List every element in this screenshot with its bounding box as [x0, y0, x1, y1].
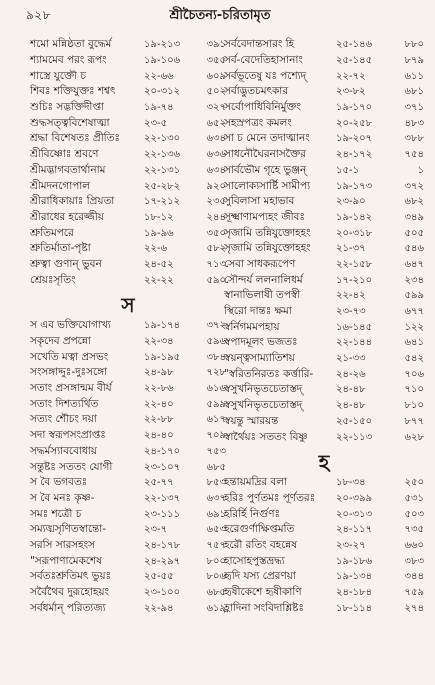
entry-reference: ১৬-১৪৫	[336, 321, 373, 333]
entry-verse: শুদ্ধসত্ত্ববিশেষাত্মা	[30, 116, 110, 129]
entry-page: ৭৫৩	[206, 445, 226, 457]
index-entry	[224, 399, 424, 415]
entry-reference: ১৯-১৭৩	[336, 180, 373, 192]
entry-page: ৮৭৯	[404, 55, 424, 67]
index-entry	[224, 226, 424, 242]
index-entry	[30, 382, 226, 398]
index-entry	[30, 116, 226, 132]
entry-page: ৬১৯	[206, 602, 226, 614]
entry-verse: স এব ভক্তিযোগাখ্য	[30, 319, 111, 332]
index-entry	[30, 69, 226, 85]
entry-reference: ২০-৩৯৯	[336, 492, 373, 504]
entry-page: ৫৯৬	[206, 336, 226, 348]
index-entry	[224, 211, 424, 227]
entry-verse: সংসঙ্গাদ্দুঃ-দুঃসঙ্গো	[30, 366, 108, 379]
right-entries-top	[224, 38, 424, 446]
entry-verse: স বৈ ভগবতঃ	[30, 476, 88, 489]
entry-reference: ২০-৩১৮	[336, 227, 373, 239]
entry-page: ৮০৬	[206, 571, 226, 583]
entry-verse: শ্রুতিমপরে	[30, 226, 74, 239]
index-entry	[224, 352, 424, 368]
entry-page: ১	[417, 164, 424, 176]
entry-reference: ২৪-২৯৭	[144, 555, 181, 567]
page-header	[0, 4, 435, 26]
entry-reference: ২২-৬৬	[144, 70, 174, 82]
index-entry	[224, 195, 424, 211]
index-entry	[30, 492, 226, 508]
entry-verse: শ্রীরাধিকায়াঃ প্রিয়তা	[30, 195, 115, 208]
entry-page: ৩৯১	[206, 39, 226, 51]
entry-verse: হন্তায়মদ্রির বলা	[224, 476, 287, 489]
entry-page: ৬৮৫	[206, 461, 226, 473]
entry-reference: ২০-৩১২	[144, 86, 181, 98]
entry-reference: ২২-৯৪	[144, 602, 174, 614]
entry-page: ৮৮০	[404, 39, 424, 51]
index-entry	[224, 320, 424, 336]
right-column	[224, 38, 424, 617]
entry-reference: ১৯-১৩৪	[336, 571, 373, 583]
entry-page: ২৩৫	[206, 196, 226, 208]
entry-verse: শমো মন্নিষ্ঠতা বুদ্ধের্ম	[30, 38, 112, 51]
entry-reference: ২৩-৫	[144, 117, 168, 129]
entry-verse: সূক্ষ্মাণামপ্যহং জীবঃ	[224, 210, 305, 223]
entry-reference: ১৯-১৭৪	[144, 320, 181, 332]
entry-verse: শ্রেয়ঃসৃতিং	[30, 273, 76, 286]
index-entry	[30, 85, 226, 101]
entry-page: ৫৮২	[206, 243, 226, 255]
entry-verse: হরৌ রতিং বহন্নেষ	[224, 538, 297, 551]
entry-verse: স্বর্নিগমমপহায়	[224, 320, 280, 333]
entry-verse: সর্ব-বেদেতিহাসানাং	[224, 54, 303, 67]
entry-reference: ১৫-১	[336, 164, 360, 176]
entry-reference: ২৪-১৭০	[144, 445, 181, 457]
entry-reference: ২২-১৩০	[144, 133, 181, 145]
entry-reference: ২৪-৪০	[144, 430, 174, 442]
entry-reference: ২৩-২৭	[336, 539, 366, 551]
entry-reference: ১৮-১২	[144, 211, 174, 223]
entry-page: ৬৭৭	[404, 306, 424, 318]
entry-page: ৩৮৪	[206, 351, 226, 363]
entry-page: ৫০৩	[404, 508, 424, 520]
entry-page: ৬১১	[404, 70, 424, 82]
entry-page: ৫৪২	[404, 353, 424, 365]
entry-reference: ২২-২২	[144, 274, 174, 286]
entry-page: ৭৫৭	[206, 539, 226, 551]
entry-reference: ১৮-৩৪	[336, 477, 366, 489]
index-entry	[30, 445, 226, 461]
entry-verse: সতাং প্রসঙ্গান্মম বীর্য	[30, 382, 112, 395]
entry-reference: ১৭-২১০	[336, 274, 373, 286]
entry-reference: ২৪-৪৮	[336, 384, 366, 396]
entry-verse: শুচিঃ সদ্ভক্তিদীপ্তা	[30, 101, 104, 114]
entry-page: ৬০৯	[206, 70, 226, 82]
index-entry	[224, 336, 424, 352]
entry-reference: ২২-১৩৬	[144, 149, 181, 161]
index-entry	[30, 413, 226, 429]
index-entry	[30, 460, 226, 476]
page-title: শ্রীচৈতন্য-চরিতামৃত	[169, 8, 271, 23]
entry-reference: ১৭-২১২	[144, 196, 181, 208]
entry-page: ৭১০	[404, 384, 424, 396]
index-entry	[224, 507, 424, 523]
entry-verse: স্বসুখনিভৃতচেতাস্তদ্	[224, 383, 303, 396]
left-entries-top	[30, 38, 226, 289]
entry-verse: সৃজামি তন্নিযুক্তোহহং	[224, 242, 311, 255]
entry-reference: ১৯-৯৬	[144, 227, 174, 239]
index-entry	[224, 38, 424, 54]
entry-verse: শ্রীমদনগোপাল	[30, 179, 91, 192]
entry-reference: ১৯-১৭০	[336, 102, 373, 114]
entry-reference: ২২-৮৮	[144, 414, 174, 426]
index-entry	[224, 383, 424, 399]
entry-verse: হরেগুর্ণাক্ষিপ্তমতি	[224, 523, 295, 536]
index-entry	[224, 101, 424, 117]
entry-verse: সমঃ শত্রৌ চ	[30, 507, 82, 520]
index-entry	[224, 85, 424, 101]
index-entry	[30, 570, 226, 586]
entry-reference: ২৪-৯৮	[144, 367, 174, 379]
entry-verse: সেবা সাধকরূপেণ	[224, 257, 296, 270]
entry-verse: সাধনৌঘৈরনাসক্তৈর	[224, 148, 306, 161]
entry-reference: ২২-৬	[144, 243, 168, 255]
index-entry	[30, 350, 226, 366]
entry-verse: সালোক্যসার্ষ্টি সামীপ্য	[224, 179, 311, 192]
entry-page: ৩৪৪	[404, 571, 424, 583]
entry-page: ৫০২	[206, 86, 226, 98]
entry-page: ৭১৩	[206, 258, 226, 270]
entry-verse: সহস্রপত্রং কমলং	[224, 116, 292, 129]
entry-reference: ১৯-৭৪	[144, 102, 174, 114]
entry-verse: স্বসুখনিভৃতচেতাস্তদ্	[224, 399, 303, 412]
index-entry	[30, 366, 226, 382]
entry-verse: স্বয়ন্ত্বসাম্যাতিশয়	[224, 352, 295, 365]
entry-reference: ২৩-১১১	[144, 508, 181, 520]
index-entry	[224, 164, 424, 180]
index-entry	[30, 195, 226, 211]
section-letter-sa: স	[121, 293, 135, 317]
entry-verse: সদ্ধর্মস্যাববোধায়	[30, 444, 97, 457]
section-letter-ha: হ	[318, 449, 330, 474]
entry-verse: শ্রীমদ্ভাগবতার্থানাম	[30, 163, 106, 176]
entry-reference: ২৫-১৫০	[336, 415, 373, 427]
index-entry	[224, 367, 424, 383]
entry-verse: স্বয়ন্তু স্মারয়ন্ত	[224, 414, 279, 427]
entry-verse: সর্বোপাধিবিনির্মুক্তং	[224, 101, 301, 114]
index-entry	[224, 476, 424, 492]
entry-page: ২৭৪	[404, 602, 424, 614]
index-entry	[224, 116, 424, 132]
entry-page: ২৩৪	[404, 274, 424, 286]
entry-verse: শ্রুত্বা গুণান্ ভুবন	[30, 257, 102, 270]
entry-reference: ২০-২৫৮	[336, 117, 373, 129]
entry-reference: ২২-১৩১	[144, 164, 181, 176]
entry-verse: সৌন্দর্য ললনালিধর্ম	[224, 273, 303, 286]
left-entries-bottom	[30, 319, 226, 617]
entry-reference: ২৪-১৭৮	[144, 539, 181, 551]
entry-page: ৭৫৪	[404, 149, 424, 161]
entry-reference: ১৮-১১৪	[336, 602, 373, 614]
entry-page: ৩৪৯	[404, 211, 424, 223]
entry-reference: ১৯-১৯৫	[144, 351, 181, 363]
entry-page: ২৫০	[404, 477, 424, 489]
entry-reference: ২২-৪০	[144, 398, 174, 410]
entry-page: ৩৮৮	[404, 133, 424, 145]
index-entry	[224, 554, 424, 570]
index-entry	[224, 601, 424, 617]
entry-page: ৬৩৪	[206, 164, 226, 176]
entry-verse: সুবিলাসা মহাভাব	[224, 195, 295, 208]
entry-verse: স্বানাভিলাষী তপস্বী	[224, 289, 301, 302]
entry-reference: ২২-১১৩	[336, 431, 373, 443]
index-entry	[224, 570, 424, 586]
index-entry	[30, 335, 226, 351]
index-entry	[224, 305, 424, 321]
entry-verse: সখেতি মত্বা প্রসভং	[30, 350, 109, 363]
index-entry	[224, 273, 424, 289]
entry-verse: সদা স্বরূপসংপ্রাপ্তঃ	[30, 429, 106, 442]
entry-reference: ২৪-১৭২	[336, 149, 373, 161]
entry-verse: সর্বভূতেষু যঃ পশ্যেদ্	[224, 69, 307, 82]
index-entry	[30, 38, 226, 54]
entry-verse: সর্ববেদান্তসারং হি	[224, 38, 295, 51]
index-entry	[224, 132, 424, 148]
entry-reference: ১৯-১৪২	[336, 211, 373, 223]
index-entry	[30, 273, 226, 289]
index-entry	[224, 242, 424, 258]
index-entry	[224, 492, 424, 508]
entry-verse: শ্রুতির্মাতা-পৃষ্টা	[30, 242, 91, 255]
entry-reference: ২৪-১৮৪	[336, 587, 373, 599]
entry-page: ৬৩৬	[206, 149, 226, 161]
entry-page: ২৪৪	[206, 211, 226, 223]
entry-reference: ২৩-৮২	[336, 86, 366, 98]
entry-verse: সর্বধর্মান্ পরিত্যজ্য	[30, 601, 106, 614]
entry-page: ৩৭২	[206, 320, 226, 332]
entry-reference: ২১-৩৭	[336, 243, 366, 255]
index-entry	[30, 601, 226, 617]
entry-reference: ২৩-৯০	[336, 196, 366, 208]
entry-page: ৯২০	[206, 180, 226, 192]
entry-verse: স বৈ মনঃ কৃষ্ণ-	[30, 491, 95, 504]
entry-page: ৬৫২	[206, 117, 226, 129]
entry-reference: ১৯-১০৬	[144, 55, 181, 67]
entry-page: ৭২৮	[206, 367, 226, 379]
entry-verse: শ্রীরাধের হরেজ্জীয়	[30, 210, 104, 223]
entry-page: ৬১৬	[206, 383, 226, 395]
entry-verse: শ্যামমেব পরং রূপং	[30, 54, 107, 67]
entry-reference: ২৪-১১৭	[336, 524, 373, 536]
entry-verse: হ্লাদিনা সংবিদাশ্লিষ্টঃ	[224, 601, 304, 614]
entry-verse: সম্যঙ্মসৃণিতস্বান্তো-	[30, 523, 107, 536]
entry-page: ৬১৭	[206, 414, 226, 426]
entry-verse: শ্রদ্ধা বিশেষতঃ প্রীতিঃ	[30, 132, 120, 145]
index-entry	[30, 319, 226, 335]
entry-page: ৫৩১	[404, 492, 424, 504]
entry-page: ৬৪১	[404, 337, 424, 349]
entry-page: ৮১০	[404, 400, 424, 412]
index-entry	[224, 54, 424, 70]
index-entry	[224, 586, 424, 602]
entry-page: ৮৭৭	[404, 415, 424, 427]
entry-reference: ১৯-২১৩	[144, 39, 181, 51]
entry-verse: শাস্ত্রে যুক্তৌ চ	[30, 69, 86, 82]
entry-page: ৫৪৬	[404, 243, 424, 255]
entry-reference: ২২-১৪৪	[336, 337, 373, 349]
entry-verse: স্থিরো দান্তঃ ক্ষমা	[224, 305, 292, 318]
entry-reference: ২৫-১৪৫	[336, 55, 373, 67]
entry-page: ১২২	[404, 321, 424, 333]
page-number: ৯২৮	[26, 8, 51, 22]
index-entry	[30, 242, 226, 258]
entry-reference: ১৯-২০৭	[336, 133, 373, 145]
entry-page: ৩৫৫	[206, 55, 226, 67]
entry-page: ৫৯৯	[404, 290, 424, 302]
entry-verse: শিবঃ শক্তিযুক্তঃ শশ্বৎ	[30, 85, 116, 98]
index-entry	[30, 148, 226, 164]
entry-page: ৭৩৫	[404, 524, 424, 536]
entry-page: ৭০৯	[206, 430, 226, 442]
entry-verse: হরিঃ পুর্ণতমঃ পূর্ণতরঃ	[224, 491, 316, 504]
entry-page: ৬৯১	[206, 508, 226, 520]
entry-reference: ২২-৪২	[336, 290, 366, 302]
entry-reference: ২০-৩১৩	[336, 508, 373, 520]
entry-verse: সরসি সারসহংস	[30, 538, 95, 551]
index-entry	[30, 476, 226, 492]
entry-reference: ২৪-৪৮	[336, 400, 366, 412]
entry-page: ৫০৫	[404, 227, 424, 239]
entry-page: ৬৫৩	[206, 524, 226, 536]
entry-verse: হৃদি যস্য প্রেরণয়া	[224, 570, 296, 583]
index-entry	[224, 179, 424, 195]
entry-page: ৩২৭	[206, 102, 226, 114]
index-entry	[224, 523, 424, 539]
entry-verse: সতাং দিশত্যর্থিত	[30, 397, 99, 410]
entry-page: ৩৫০	[206, 227, 226, 239]
entry-page: ৩৭১	[404, 102, 424, 114]
entry-verse: সার্বভৌম গৃহে ভুঞ্জন্	[224, 163, 307, 176]
entry-reference: ২৪-৫২	[144, 258, 174, 270]
index-entry	[30, 258, 226, 274]
left-column	[30, 38, 226, 617]
entry-verse: সৃজামি তন্নিযুক্তোহহং	[224, 226, 311, 239]
entry-page: ৫৯৯	[206, 398, 226, 410]
entry-page: ৫৯০	[206, 274, 226, 286]
entry-reference: ২৩-১০০	[144, 587, 181, 599]
entry-page: ৭৫৯	[404, 587, 424, 599]
entry-verse: সকৃদেব প্রপন্নো	[30, 335, 91, 348]
index-entry	[224, 69, 424, 85]
index-entry	[30, 554, 226, 570]
index-entry	[224, 430, 424, 446]
index-entry	[224, 258, 424, 274]
index-entry	[30, 523, 226, 539]
entry-reference: ২৫-৭৭	[144, 477, 174, 489]
entry-reference: ২২-৭২	[336, 70, 366, 82]
index-entry	[30, 179, 226, 195]
index-entry	[30, 507, 226, 523]
entry-page: ৬৮৫	[206, 587, 226, 599]
entry-page: ৬৪৭	[404, 258, 424, 270]
index-entry	[30, 226, 226, 242]
entry-verse: "স্বরিতনিরতঃ কর্ত্তারি-	[224, 367, 314, 380]
index-entry	[30, 539, 226, 555]
entry-reference: ২৩-১০৭	[144, 461, 181, 473]
entry-page: ৩৮৩	[404, 555, 424, 567]
index-entry	[224, 539, 424, 555]
index-entry	[30, 132, 226, 148]
entry-reference: ২২-১৩৭	[144, 492, 181, 504]
entry-reference: ২৫-২৮২	[144, 180, 181, 192]
index-entry	[30, 164, 226, 180]
entry-reference: ২৫-১৪৬	[336, 39, 373, 51]
index-entry	[30, 397, 226, 413]
entry-page: ৮৫৩	[206, 477, 226, 489]
entry-page: ৬২৮	[404, 431, 424, 443]
index-entry	[224, 148, 424, 164]
entry-page: ৬৬০	[404, 539, 424, 551]
entry-reference: ২২-৩৪	[144, 336, 174, 348]
index-entry	[30, 211, 226, 227]
entry-verse: সর্বৈথৈব দুরূহোহয়ং	[30, 586, 109, 599]
entry-page: ৩৭২	[404, 180, 424, 192]
entry-verse: "সরূপাণামেকশেষ	[30, 554, 102, 567]
entry-reference: ২৩-৭	[144, 524, 168, 536]
entry-verse: সর্বতঃশ্রুতিমৎ ভুয়ঃ	[30, 570, 111, 583]
entry-page: ৪৮৩	[404, 117, 424, 129]
entry-verse: স্বপাদমূলং ভজতঃ	[224, 336, 298, 349]
entry-page: ৬৩৪	[206, 133, 226, 145]
entry-verse: সন্তুষ্টঃ সততং যোগী	[30, 460, 113, 473]
entry-page: ৬৮২	[404, 196, 424, 208]
entry-page: ৮০০	[206, 555, 226, 567]
index-entry	[30, 54, 226, 70]
index-entry	[30, 429, 226, 445]
entry-verse: সর্বাদ্ভুতচমৎকার	[224, 85, 289, 98]
right-entries-bottom	[224, 476, 424, 617]
entry-reference: ২৪-২৬	[336, 368, 366, 380]
index-entry	[30, 101, 226, 117]
entry-reference: ২৩-৭৩	[336, 306, 366, 318]
entry-verse: হাসোহপুস্তভ্রদ্ধ্য	[224, 554, 285, 567]
entry-verse: হরির্হি নির্গুণঃ	[224, 507, 281, 520]
entry-verse: সত্যং শৌচং দয়া	[30, 413, 97, 426]
entry-page: ৭০৬	[404, 368, 424, 380]
entry-verse: শ্রীবিষ্ণোঃ শ্রবণে	[30, 148, 99, 161]
entry-verse: স্বার্থৈয়ঃ সততং বিষ্ণু	[224, 430, 308, 443]
entry-page: ৬৮১	[404, 86, 424, 98]
entry-reference: ২২-৮৬	[144, 383, 174, 395]
entry-page: ৬৩৭	[206, 492, 226, 504]
entry-reference: ২১-৩৩	[336, 353, 366, 365]
index-entry	[30, 586, 226, 602]
entry-reference: ২৫-৫৫	[144, 571, 174, 583]
entry-verse: হৃষীকেশে হৃষীকাণি	[224, 586, 302, 599]
index-entry	[224, 289, 424, 305]
entry-verse: সা চ মেনে তদাত্মানং	[224, 132, 310, 145]
entry-reference: ২২-১৫৮	[336, 258, 373, 270]
entry-reference: ১৯-১৮৬	[336, 555, 373, 567]
index-entry	[224, 415, 424, 431]
